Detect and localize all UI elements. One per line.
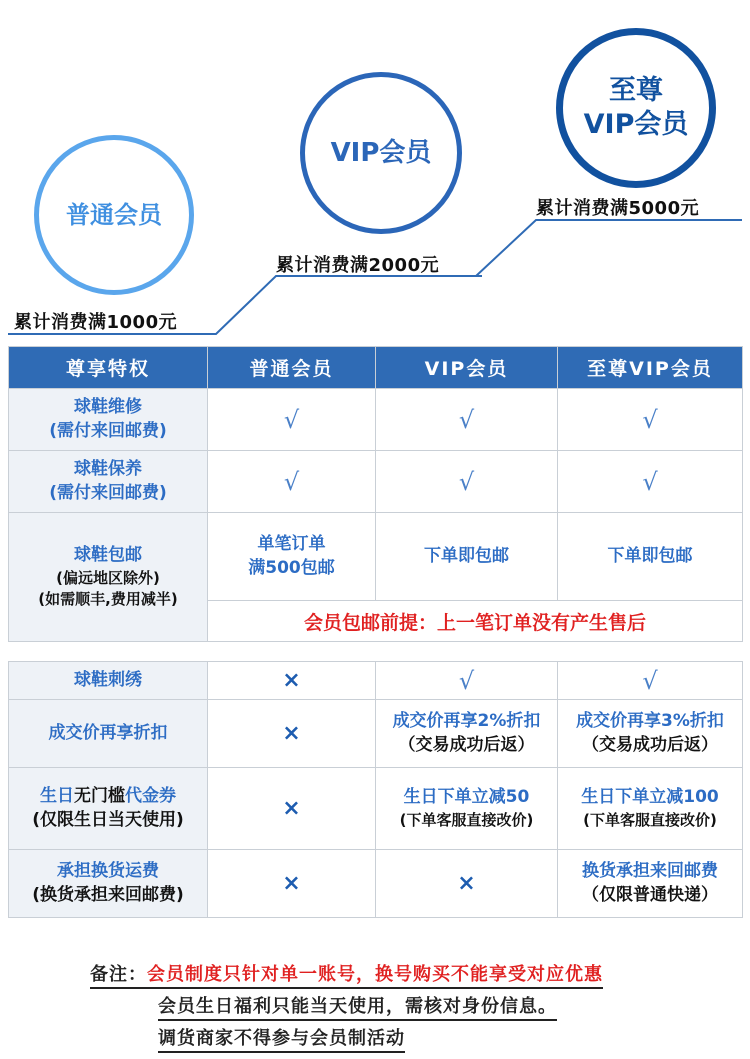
shipping-regular-line1: 单笔订单 (257, 533, 326, 554)
birthday-label-line1 (9, 785, 207, 809)
exchange-supreme-line2: （仅限普通快递） (582, 884, 718, 905)
birthday-vip-line1: 生日下单立减50 (403, 787, 530, 808)
birthday-supreme-line1: 生日下单立减100 (581, 787, 719, 808)
table-row-embroidery (9, 662, 743, 700)
row-label-shipping (9, 513, 208, 642)
privilege-table-bottom (8, 661, 743, 918)
cross-mark: × (208, 850, 376, 918)
birthday-supreme (558, 768, 743, 850)
tier-name-supreme-line1: 至尊 (608, 75, 663, 107)
table-header-row (9, 347, 743, 389)
discount-vip (376, 700, 558, 768)
birthday-label-c: 代金券 (125, 785, 176, 806)
note-text-1: 会员制度只针对单一账号，换号购买不能享受对应优惠 (147, 964, 603, 985)
header-supreme: 至尊VIP会员 (558, 347, 743, 389)
exchange-label-line2: (换货承担来回邮费) (32, 884, 184, 905)
birthday-label-line2: (仅限生日当天使用) (32, 809, 184, 830)
privilege-table-top (8, 346, 743, 642)
check-mark: √ (558, 451, 743, 513)
table-row-care (9, 451, 743, 513)
repair-label-line2: (需付来回邮费) (49, 420, 167, 441)
row-label-exchange (9, 850, 208, 918)
tier-circle-vip (300, 72, 462, 234)
check-mark: √ (376, 451, 558, 513)
discount-vip-line1: 成交价再享2%折扣 (392, 710, 541, 731)
birthday-label-a: 生日 (40, 785, 74, 806)
exchange-label-line1: 承担换货运费 (57, 860, 159, 881)
row-label-embroidery: 球鞋刺绣 (9, 662, 208, 700)
cross-mark: × (208, 700, 376, 768)
check-mark: √ (376, 389, 558, 451)
tier-requirement-supreme: 累计消费满5000元 (536, 198, 700, 219)
care-label-line2: (需付来回邮费) (49, 482, 167, 503)
birthday-label-b: 无门槛 (74, 785, 125, 806)
note-line-1 (90, 960, 603, 989)
discount-vip-line2: （交易成功后返） (398, 734, 535, 755)
repair-label-line1: 球鞋维修 (74, 396, 142, 417)
discount-supreme (558, 700, 743, 768)
tier-name-supreme-line2: VIP会员 (583, 109, 689, 140)
shipping-vip: 下单即包邮 (376, 513, 558, 601)
birthday-vip-line2: (下单客服直接改价) (399, 810, 534, 829)
check-mark: √ (208, 389, 376, 451)
shipping-regular (208, 513, 376, 601)
header-privilege: 尊享特权 (9, 347, 208, 389)
shipping-label-line2: (偏远地区除外) (56, 568, 160, 587)
tier-name-regular: 普通会员 (66, 201, 162, 229)
table-row-exchange (9, 850, 743, 918)
table-row-discount (9, 700, 743, 768)
shipping-supreme: 下单即包邮 (558, 513, 743, 601)
tier-name-vip: VIP会员 (330, 137, 432, 168)
note-line-2: 会员生日福利只能当天使用，需核对身份信息。 (158, 992, 557, 1021)
row-label-repair (9, 389, 208, 451)
row-label-birthday (9, 768, 208, 850)
note-line-3: 调货商家不得参与会员制活动 (158, 1024, 405, 1053)
check-mark: √ (558, 662, 743, 700)
care-label-line1: 球鞋保养 (74, 458, 142, 479)
birthday-supreme-line2: (下单客服直接改价) (583, 810, 717, 829)
tier-name-supreme (584, 74, 689, 142)
tier-circle-supreme (556, 28, 716, 188)
table-row-birthday (9, 768, 743, 850)
row-label-care (9, 451, 208, 513)
cross-mark: × (376, 850, 558, 918)
table-row-repair (9, 389, 743, 451)
discount-supreme-line1: 成交价再享3%折扣 (576, 710, 724, 731)
cross-mark: × (208, 768, 376, 850)
shipping-regular-line2: 满500包邮 (248, 557, 335, 578)
note-prefix: 备注： (90, 964, 147, 985)
tier-requirement-vip: 累计消费满2000元 (276, 255, 440, 276)
check-mark: √ (208, 451, 376, 513)
shipping-label-line1: 球鞋包邮 (74, 545, 142, 566)
birthday-vip (376, 768, 558, 850)
exchange-supreme-line1: 换货承担来回邮费 (582, 860, 718, 881)
check-mark: √ (558, 389, 743, 451)
cross-mark: × (208, 662, 376, 700)
table-row-shipping (9, 513, 743, 601)
header-vip: VIP会员 (376, 347, 558, 389)
tier-circle-regular (34, 135, 194, 295)
row-label-discount: 成交价再享折扣 (9, 700, 208, 768)
exchange-supreme (558, 850, 743, 918)
shipping-condition-note: 会员包邮前提：上一笔订单没有产生售后 (208, 601, 743, 642)
tier-requirement-regular: 累计消费满1000元 (14, 312, 178, 333)
check-mark: √ (376, 662, 558, 700)
discount-supreme-line2: （交易成功后返） (582, 734, 718, 755)
shipping-label-line3: (如需顺丰,费用减半) (38, 589, 178, 608)
header-regular: 普通会员 (208, 347, 376, 389)
